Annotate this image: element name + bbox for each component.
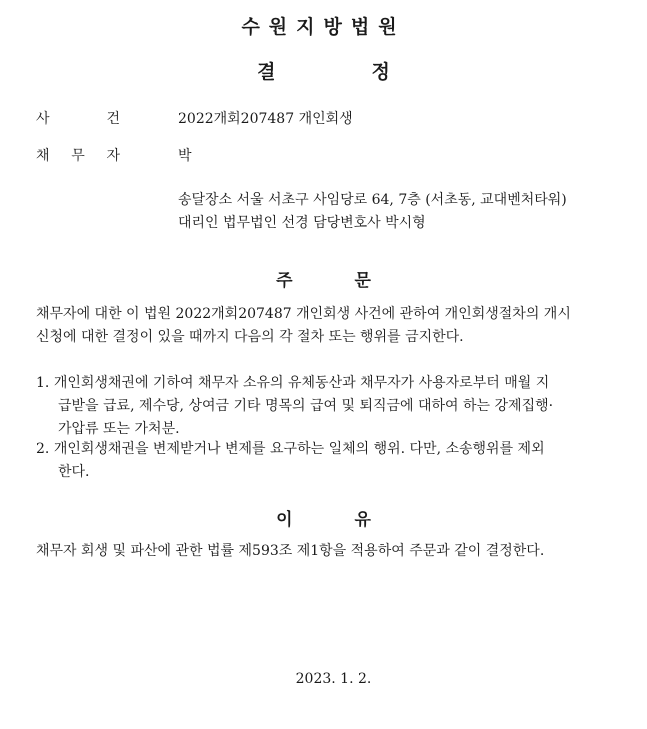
list-item-2: [36, 438, 545, 458]
list-item-text: 개인회생채권을 변제받거나 변제를 요구하는 일체의 행위. 다만, 소송행위를 제외: [53, 441, 545, 457]
document-title-part1: 결: [257, 61, 276, 83]
list-item-1-line-2: 급받을 급료, 제수당, 상여금 기타 명목의 급여 및 퇴직금에 대하여 하는 강제집행·: [58, 398, 554, 414]
order-line-2: 신청에 대한 결정이 있을 때까지 다음의 각 절차 또는 행위를 금지한다.: [36, 329, 464, 345]
list-item-1-line-3: 가압류 또는 가처분.: [58, 421, 180, 437]
list-item-number: 2.: [36, 441, 50, 457]
court-name: 수원지방법원: [241, 16, 406, 38]
debtor-label: 채 무 자: [36, 148, 120, 164]
document-title: [0, 57, 647, 84]
list-item-text: 개인회생채권에 기하여 채무자 소유의 유체동산과 채무자가 사용자로부터 매월 지: [53, 375, 550, 391]
service-address: 송달장소 서울 서초구 사임당로 64, 7층 (서초동, 교대벤처타워): [178, 192, 567, 208]
reason-heading: 이 유: [276, 510, 371, 530]
order-heading: 주 문: [276, 271, 371, 291]
case-value: 2022개회207487 개인회생: [178, 111, 353, 127]
agent: 대리인 법무법인 선경 담당변호사 박시형: [178, 215, 426, 231]
reason-text: 채무자 회생 및 파산에 관한 법률 제593조 제1항을 적용하여 주문과 같이 결정한다.: [36, 543, 545, 559]
case-label: 사 건: [36, 111, 120, 127]
list-item-1: [36, 372, 549, 392]
order-line-1: 채무자에 대한 이 법원 2022개회207487 개인회생 사건에 관하여 개인회생절차의 개시: [36, 306, 571, 322]
document-title-part2: 정: [371, 61, 390, 83]
decision-date: 2023. 1. 2.: [295, 671, 372, 687]
debtor-value: 박: [178, 148, 192, 164]
list-item-2-line-2: 한다.: [58, 464, 90, 480]
list-item-number: 1.: [36, 375, 50, 391]
